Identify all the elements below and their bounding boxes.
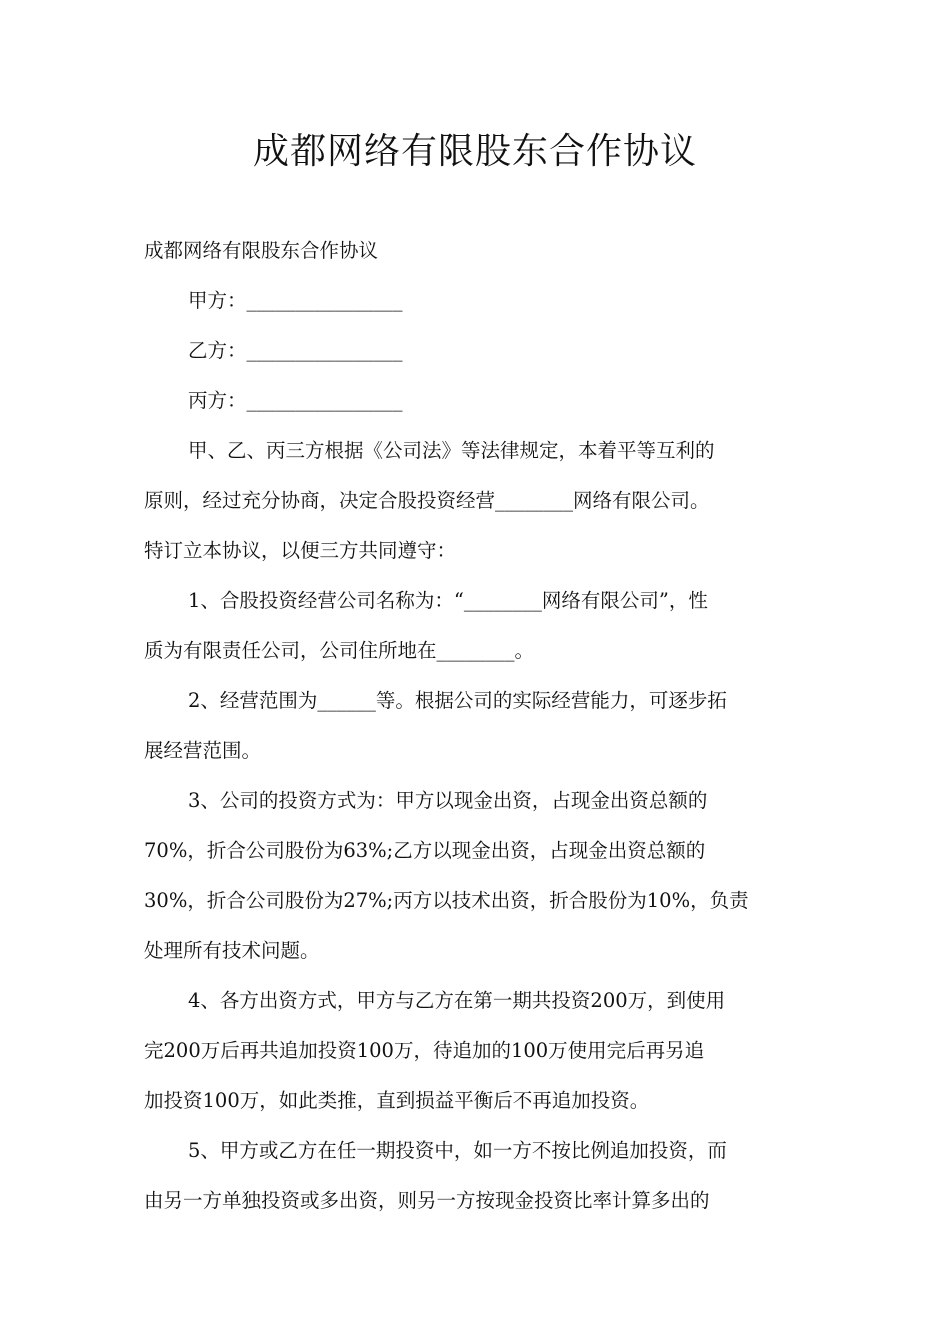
clause-2-line-1: 2、经营范围为______等。根据公司的实际经营能力，可逐步拓 [188,689,727,712]
preamble-line-1: 甲、乙、丙三方根据《公司法》等法律规定，本着平等互利的 [188,439,715,462]
document-title: 成都网络有限股东合作协议 [252,131,697,172]
clause-5-line-1: 5、甲方或乙方在任一期投资中，如一方不按比例追加投资，而 [188,1139,727,1162]
clause-3-line-1: 3、公司的投资方式为：甲方以现金出资，占现金出资总额的 [188,789,708,812]
clause-2-line-2: 展经营范围。 [144,739,262,762]
document-body [144,226,808,1226]
preamble-line-2: 原则，经过充分协商，决定合股投资经营________网络有限公司。 [144,489,710,512]
clause-4-line-2: 完200万后再共追加投资100万，待追加的100万使用完后再另追 [144,1039,705,1062]
clause-3-line-2: 70%，折合公司股份为63%;乙方以现金出资，占现金出资总额的 [144,839,706,862]
party-a-line: 甲方：________________ [188,289,403,312]
clause-1-line-1: 1、合股投资经营公司名称为：“________网络有限公司”，性 [188,589,708,612]
clause-1-line-2: 质为有限责任公司，公司住所地在________。 [144,639,535,662]
clause-3-line-4: 处理所有技术问题。 [144,939,320,962]
party-c-line: 丙方：________________ [188,389,403,412]
party-b-line: 乙方：________________ [188,339,403,362]
clause-4-line-3: 加投资100万，如此类推，直到损益平衡后不再追加投资。 [144,1089,650,1112]
preamble-line-3: 特订立本协议，以便三方共同遵守： [144,539,457,562]
body-heading: 成都网络有限股东合作协议 [144,239,379,262]
clause-4-line-1: 4、各方出资方式，甲方与乙方在第一期共投资200万，到使用 [188,989,726,1012]
clause-3-line-3: 30%，折合公司股份为27%;丙方以技术出资，折合股份为10%，负责 [144,889,749,912]
clause-5-line-2: 由另一方单独投资或多出资，则另一方按现金投资比率计算多出的 [144,1189,710,1212]
